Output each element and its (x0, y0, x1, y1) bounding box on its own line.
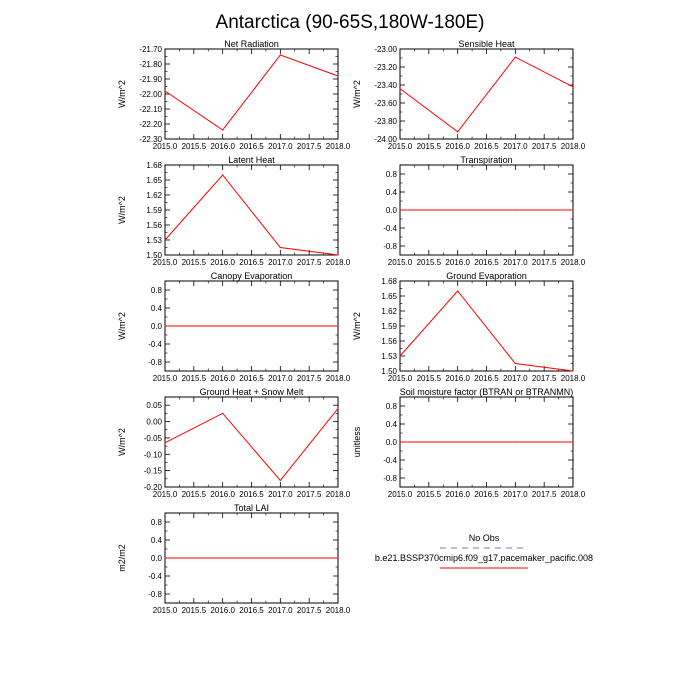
x-tick-label: 2016.0 (445, 374, 470, 383)
x-tick-label: 2017.0 (503, 142, 528, 151)
series-line (165, 408, 338, 480)
data-point (280, 480, 281, 481)
panel-4 (383, 155, 586, 267)
x-tick-label: 2015.0 (152, 374, 178, 383)
x-tick-label: 2016.0 (445, 142, 470, 151)
x-tick-label: 2015.5 (181, 374, 207, 383)
data-point (457, 441, 458, 442)
y-tick-label: 1.65 (146, 176, 162, 185)
y-tick-label: -0.4 (148, 572, 162, 581)
y-tick-label: 1.68 (146, 161, 162, 170)
x-tick-label: 2016.0 (210, 606, 235, 615)
x-tick-label: 2015.5 (416, 258, 442, 267)
panel-title: Ground Evaporation (446, 271, 527, 281)
data-point (337, 408, 338, 409)
x-tick-label: 2016.5 (474, 374, 499, 383)
y-tick-label: -22.10 (139, 105, 162, 114)
legend (375, 533, 593, 568)
data-point (164, 557, 165, 558)
panel-9 (117, 503, 351, 615)
x-tick-label: 2018.0 (560, 142, 586, 151)
x-tick-label: 2015.0 (152, 606, 178, 615)
y-tick-label: 0.4 (385, 188, 397, 197)
x-tick-label: 2017.0 (268, 374, 293, 383)
y-tick-label: 1.56 (381, 337, 397, 346)
y-tick-label: 1.56 (146, 221, 162, 230)
y-tick-label: 1.59 (146, 206, 162, 215)
x-tick-label: 2015.5 (181, 490, 207, 499)
y-tick-label: 0.00 (146, 417, 162, 427)
data-point (280, 557, 281, 558)
panel-1 (117, 39, 351, 151)
x-tick-label: 2016.5 (239, 142, 264, 151)
y-tick-label: 0.0 (385, 206, 397, 215)
x-tick-label: 2016.5 (239, 258, 264, 267)
y-axis-label: W/m^2 (352, 312, 362, 340)
y-tick-label: 1.65 (381, 292, 397, 301)
y-tick-label: -0.8 (148, 358, 162, 367)
x-tick-label: 2017.0 (503, 490, 528, 499)
x-tick-label: 2017.0 (268, 490, 293, 499)
data-point (515, 209, 516, 210)
y-tick-label: -0.4 (148, 340, 162, 349)
y-tick-label: -22.20 (139, 120, 162, 129)
y-tick-label: 1.53 (146, 236, 162, 245)
legend-obs-label: No Obs (468, 533, 500, 543)
y-tick-label: -23.60 (374, 99, 397, 108)
x-tick-label: 2015.0 (387, 490, 413, 499)
y-axis-label: W/m^2 (117, 312, 127, 340)
data-point (280, 325, 281, 326)
x-tick-label: 2015.0 (387, 374, 413, 383)
y-tick-label: 1.62 (381, 307, 397, 316)
data-point (337, 254, 338, 255)
y-tick-label: -0.8 (383, 474, 397, 483)
x-tick-label: 2015.5 (416, 490, 442, 499)
x-tick-label: 2017.5 (531, 258, 557, 267)
panel-title: Net Radiation (224, 39, 279, 49)
y-tick-label: -23.00 (374, 45, 397, 54)
y-axis-label: m2/m2 (117, 544, 127, 572)
x-tick-label: 2018.0 (325, 258, 351, 267)
data-point (222, 325, 223, 326)
data-point (399, 88, 400, 89)
x-tick-label: 2016.0 (210, 490, 235, 499)
y-tick-label: 0.8 (385, 402, 397, 411)
y-tick-label: 0.0 (150, 554, 162, 563)
x-tick-label: 2016.0 (445, 490, 470, 499)
panel-6 (352, 271, 586, 383)
panel-8 (352, 387, 586, 499)
y-tick-label: 0.4 (385, 420, 397, 429)
panel-title: Ground Heat + Snow Melt (199, 387, 304, 397)
data-point (280, 54, 281, 55)
data-point (399, 441, 400, 442)
data-point (572, 209, 573, 210)
y-tick-label: -21.80 (139, 60, 162, 69)
y-tick-label: 1.59 (381, 322, 397, 331)
data-point (280, 247, 281, 248)
x-tick-label: 2015.0 (387, 142, 413, 151)
data-point (572, 86, 573, 87)
x-tick-label: 2017.5 (296, 374, 322, 383)
y-tick-label: -0.4 (383, 456, 397, 465)
x-tick-label: 2017.5 (531, 142, 557, 151)
data-point (164, 442, 165, 443)
series-line (165, 175, 338, 255)
y-tick-label: 0.0 (150, 322, 162, 331)
x-tick-label: 2015.0 (152, 258, 178, 267)
y-tick-label: -24.00 (374, 135, 397, 144)
data-point (457, 209, 458, 210)
y-tick-label: -22.30 (139, 135, 162, 144)
y-tick-label: 0.4 (150, 536, 162, 545)
y-tick-label: 1.62 (146, 191, 162, 200)
figure-title: Antarctica (90-65S,180W-180E) (215, 12, 485, 33)
x-tick-label: 2016.0 (210, 142, 235, 151)
y-tick-label: 0.0 (385, 438, 397, 447)
data-point (457, 131, 458, 132)
panel-7 (117, 387, 351, 499)
x-tick-label: 2015.0 (152, 490, 178, 499)
data-point (164, 325, 165, 326)
y-tick-label: 1.68 (381, 277, 397, 286)
x-tick-label: 2016.5 (239, 490, 264, 499)
x-tick-label: 2016.0 (445, 258, 470, 267)
x-tick-label: 2015.5 (181, 606, 207, 615)
y-tick-label: -21.90 (139, 75, 162, 84)
y-axis-label: unitless (352, 426, 362, 458)
x-tick-label: 2017.0 (268, 258, 293, 267)
x-tick-label: 2015.5 (416, 374, 442, 383)
y-tick-label: -23.40 (374, 81, 397, 90)
data-point (515, 441, 516, 442)
y-axis-label: W/m^2 (117, 428, 127, 456)
y-tick-label: 0.4 (150, 304, 162, 313)
x-tick-label: 2017.5 (296, 142, 322, 151)
y-tick-label: -0.8 (383, 242, 397, 251)
panels (117, 39, 586, 615)
plot-frame (165, 49, 338, 139)
x-tick-label: 2016.5 (239, 374, 264, 383)
y-tick-label: 1.50 (381, 367, 397, 376)
panel-2 (352, 39, 586, 151)
x-tick-label: 2016.5 (474, 490, 499, 499)
x-tick-label: 2016.5 (474, 142, 499, 151)
data-point (164, 239, 165, 240)
data-point (222, 174, 223, 175)
panel-title: Canopy Evaporation (210, 271, 293, 281)
y-axis-label: W/m^2 (117, 196, 127, 224)
x-tick-label: 2018.0 (325, 490, 351, 499)
x-tick-label: 2016.5 (474, 258, 499, 267)
x-tick-label: 2015.5 (181, 258, 207, 267)
y-tick-label: -0.20 (143, 483, 162, 492)
x-tick-label: 2015.0 (152, 142, 178, 151)
y-tick-label: 0.8 (385, 170, 397, 179)
series-line (400, 291, 573, 371)
data-point (222, 129, 223, 130)
panel-title: Latent Heat (228, 155, 275, 165)
panel-title: Sensible Heat (458, 39, 515, 49)
legend-model-label: b.e21.BSSP370cmip6.f09_g17.pacemaker_pacific.008 (374, 553, 594, 563)
y-tick-label: 0.8 (150, 286, 162, 295)
panel-title: Transpiration (460, 155, 513, 165)
y-tick-label: -0.05 (143, 433, 162, 443)
y-tick-label: 1.50 (146, 251, 162, 260)
data-point (337, 557, 338, 558)
data-point (337, 75, 338, 76)
panel-5 (117, 271, 351, 383)
data-point (164, 90, 165, 91)
x-tick-label: 2016.0 (210, 374, 235, 383)
x-tick-label: 2018.0 (560, 490, 586, 499)
y-axis-label: W/m^2 (117, 80, 127, 108)
x-tick-label: 2018.0 (325, 142, 351, 151)
x-tick-label: 2017.5 (531, 374, 557, 383)
x-tick-label: 2018.0 (560, 258, 586, 267)
panel-title: Total LAI (233, 503, 270, 513)
x-tick-label: 2015.0 (387, 258, 413, 267)
y-tick-label: 0.05 (146, 401, 162, 411)
data-point (222, 557, 223, 558)
y-tick-label: -22.00 (139, 90, 162, 99)
y-tick-label: -23.80 (374, 117, 397, 126)
x-tick-label: 2018.0 (325, 374, 351, 383)
data-point (572, 370, 573, 371)
x-tick-label: 2017.5 (531, 490, 557, 499)
panel-3 (117, 155, 351, 267)
y-axis-label: W/m^2 (352, 80, 362, 108)
panel-title: Soil moisture factor (BTRAN or BTRANMN) (399, 387, 574, 397)
y-tick-label: -23.20 (374, 63, 397, 72)
x-tick-label: 2015.5 (181, 142, 207, 151)
series-line (400, 57, 573, 132)
plot-frame (165, 397, 338, 487)
y-tick-label: 0.8 (150, 518, 162, 527)
series-line (165, 55, 338, 130)
data-point (399, 209, 400, 210)
x-tick-label: 2017.5 (296, 606, 322, 615)
y-tick-label: -21.70 (139, 45, 162, 54)
data-point (515, 57, 516, 58)
y-tick-label: -0.15 (143, 466, 162, 476)
x-tick-label: 2017.0 (503, 258, 528, 267)
x-tick-label: 2018.0 (325, 606, 351, 615)
y-tick-label: -0.8 (148, 590, 162, 599)
x-tick-label: 2015.5 (416, 142, 442, 151)
x-tick-label: 2016.0 (210, 258, 235, 267)
y-tick-label: -0.4 (383, 224, 397, 233)
x-tick-label: 2017.5 (296, 490, 322, 499)
x-tick-label: 2018.0 (560, 374, 586, 383)
x-tick-label: 2017.0 (503, 374, 528, 383)
y-tick-label: -0.10 (143, 450, 162, 460)
data-point (337, 325, 338, 326)
x-tick-label: 2017.5 (296, 258, 322, 267)
x-tick-label: 2016.5 (239, 606, 264, 615)
y-tick-label: 1.53 (381, 352, 397, 361)
x-tick-label: 2017.0 (268, 606, 293, 615)
data-point (572, 441, 573, 442)
data-point (457, 290, 458, 291)
x-tick-label: 2017.0 (268, 142, 293, 151)
data-point (222, 413, 223, 414)
data-point (399, 355, 400, 356)
data-point (515, 363, 516, 364)
